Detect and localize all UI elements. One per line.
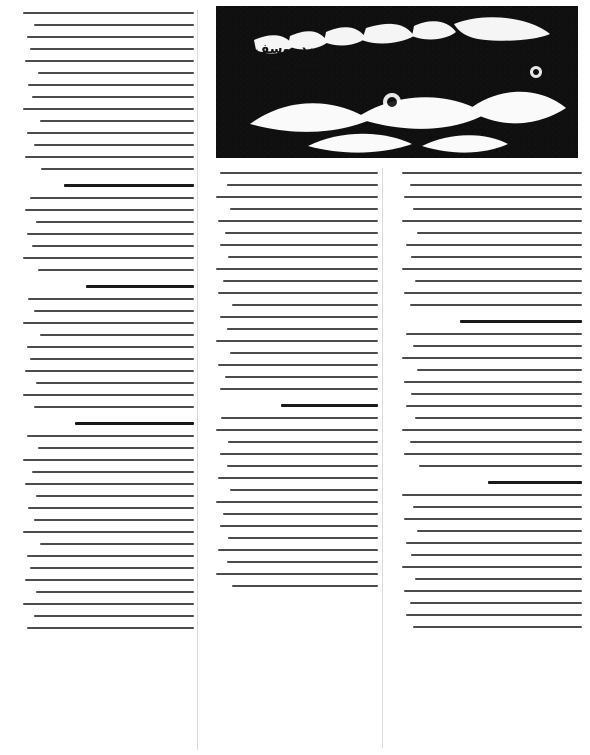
column-middle: [202, 166, 378, 748]
author-byline: محمد یوسف اصلاحی: [254, 42, 334, 72]
calligraphy-title-artwork: [216, 6, 578, 158]
column-right-text: [386, 166, 582, 748]
column-divider-b-c: [382, 168, 383, 748]
column-right: [386, 166, 582, 748]
title-banner: [216, 6, 578, 158]
article-header: [216, 6, 578, 158]
column-divider-a-b: [197, 10, 198, 750]
column-middle-text: [202, 166, 378, 748]
column-left: [8, 6, 194, 748]
column-left-text: [8, 6, 194, 748]
